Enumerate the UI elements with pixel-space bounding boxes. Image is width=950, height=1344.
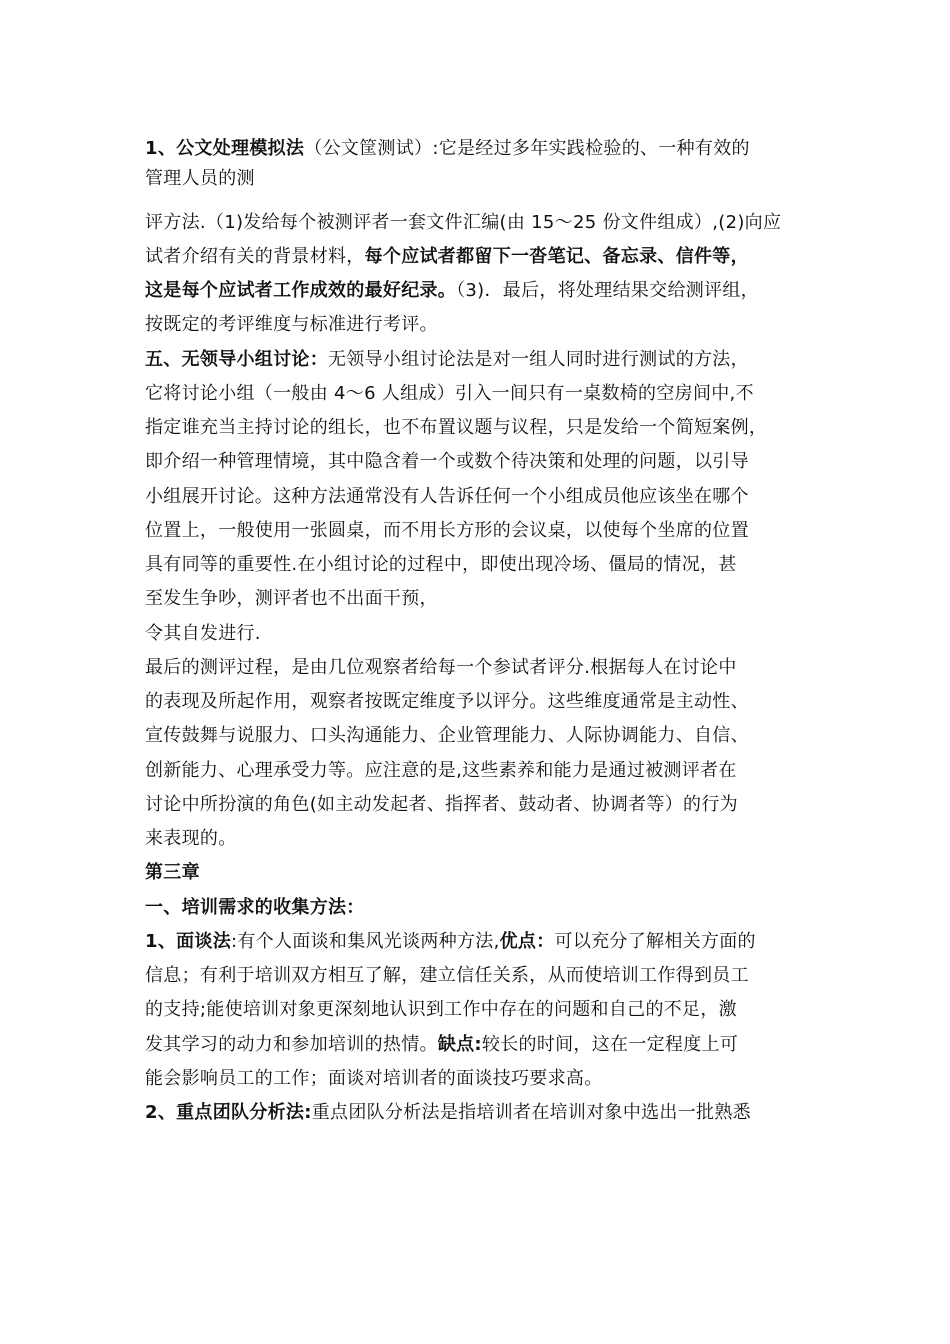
text-run: 管理人员的测: [145, 168, 255, 189]
bold-text: 1、面谈法: [145, 931, 232, 952]
text-run: 宣传鼓舞与说服力、口头沟通能力、企业管理能力、人际协调能力、自信、: [145, 725, 749, 746]
text-run: 的表现及所起作用，观察者按既定维度予以评分。这些维度通常是主动性、: [145, 691, 749, 712]
text-line: [145, 210, 781, 236]
text-run: 可以充分了解相关方面的: [554, 931, 756, 952]
text-run: 较长的时间，这在一定程度上可: [481, 1034, 739, 1055]
bold-text: 每个应试者都留下一沓笔记、备忘录、信件等，: [364, 246, 749, 267]
text-line: [145, 997, 737, 1023]
text-line: [145, 552, 737, 578]
text-run: 创新能力、心理承受力等。应注意的是,这些素养和能力是通过被测评者在: [145, 760, 737, 781]
text-line: [145, 929, 756, 955]
text-line: [145, 484, 749, 510]
text-run: 具有同等的重要性.在小组讨论的过程中，即使出现冷场、僵局的情况，甚: [145, 554, 737, 575]
text-line: [145, 381, 754, 407]
text-run: 小组展开讨论。这种方法通常没有人告诉任何一个小组成员他应该坐在哪个: [145, 486, 749, 507]
text-line: [145, 136, 750, 162]
text-line: [145, 1100, 751, 1126]
text-line: [145, 518, 749, 544]
text-run: 按既定的考评维度与标准进行考评。: [145, 314, 438, 335]
text-line: [145, 586, 438, 612]
text-line: [145, 278, 759, 304]
text-line: [145, 415, 767, 441]
bold-text: 缺点:: [437, 1034, 482, 1055]
text-line: [145, 244, 749, 270]
text-run: 无领导小组讨论法是对一组人同时进行测试的方法，: [328, 349, 749, 370]
text-line: [145, 758, 737, 784]
text-run: 来表现的。: [145, 828, 237, 849]
bold-text: 五、无领导小组讨论：: [145, 349, 328, 370]
text-run: （3)．最后，将处理结果交给测评组，: [456, 280, 759, 301]
text-run: 即介绍一种管理情境，其中隐含着一个或数个待决策和处理的问题，以引导: [145, 451, 749, 472]
text-run: 重点团队分析法是指培训者在培训对象中选出一批熟悉: [311, 1102, 751, 1123]
bold-text: 1、公文处理模拟法: [145, 138, 305, 159]
bold-text: 优点：: [499, 931, 555, 952]
text-run: 指定谁充当主持讨论的组长，也不布置议题与议程，只是发给一个简短案例，: [145, 417, 768, 438]
text-line: [145, 723, 749, 749]
text-run: （公文筐测试）:它是经过多年实践检验的、一种有效的: [304, 138, 750, 159]
bold-text: 一、培训需求的收集方法：: [145, 897, 365, 918]
text-line: [145, 312, 438, 338]
text-line: [145, 895, 365, 921]
text-line: [145, 1066, 603, 1092]
text-line: [145, 689, 749, 715]
text-run: 讨论中所扮演的角色(如主动发起者、指挥者、鼓动者、协调者等）的行为: [145, 794, 738, 815]
text-line: [145, 621, 261, 647]
text-run: 至发生争吵，测评者也不出面干预，: [145, 588, 438, 609]
text-line: [145, 655, 737, 681]
text-run: 评方法.（1)发给每个被测评者一套文件汇编(由 15～25 份文件组成）,(2)向应: [145, 212, 782, 233]
text-line: [145, 347, 749, 373]
text-run: 信息；有利于培训双方相互了解，建立信任关系，从而使培训工作得到员工: [145, 965, 749, 986]
text-line: [145, 860, 200, 886]
text-line: [145, 166, 255, 192]
text-line: [145, 792, 738, 818]
bold-text: 这是每个应试者工作成效的最好纪录。: [145, 280, 457, 301]
text-run: 令其自发进行.: [145, 623, 261, 644]
bold-text: 第三章: [145, 862, 200, 883]
text-line: [145, 1032, 738, 1058]
text-run: 最后的测评过程，是由几位观察者给每一个参试者评分.根据每人在讨论中: [145, 657, 737, 678]
text-line: [145, 826, 237, 852]
text-run: 试者介绍有关的背景材料，: [145, 246, 365, 267]
text-run: 发其学习的动力和参加培训的热情。: [145, 1034, 438, 1055]
text-run: :有个人面谈和集风光谈两种方法,: [231, 931, 500, 952]
bold-text: 2、重点团队分析法:: [145, 1102, 312, 1123]
text-line: [145, 449, 749, 475]
text-line: [145, 963, 749, 989]
text-run: 位置上，一般使用一张圆桌，而不用长方形的会议桌，以使每个坐席的位置: [145, 520, 749, 541]
text-run: 的支持;能使培训对象更深刻地认识到工作中存在的问题和自己的不足，激: [145, 999, 737, 1020]
text-run: 能会影响员工的工作；面谈对培训者的面谈技巧要求高。: [145, 1068, 603, 1089]
text-run: 它将讨论小组（一般由 4～6 人组成）引入一间只有一桌数椅的空房间中,不: [145, 383, 754, 404]
